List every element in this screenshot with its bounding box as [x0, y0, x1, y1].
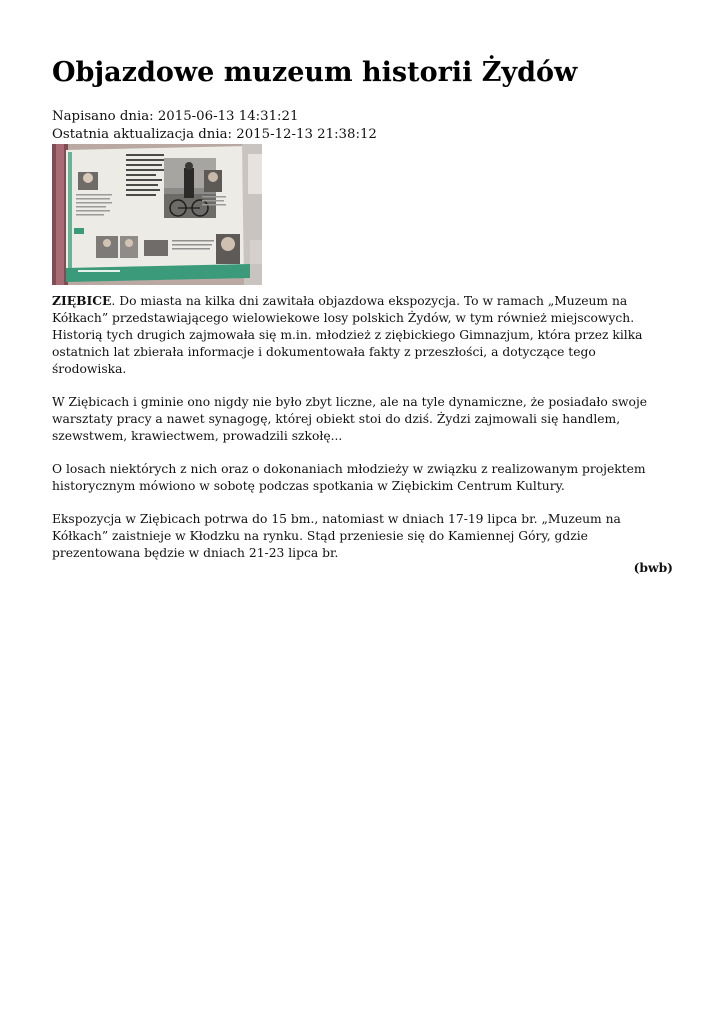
author-signature: (bwb) [633, 560, 673, 575]
updated-date: Ostatnia aktualizacja dnia: 2015-12-13 21:38:12 [52, 127, 377, 142]
paragraph-2: W Ziębicach i gminie ono nigdy nie było zbyt liczne, ale na tyle dynamiczne, że posiadało swoje warsztaty pracy a nawet synagogę, której obiekt stoi do dziś. Żydzi zajmowali się handlem, szewstwem, krawiectwem, prowadzili szkołę... [52, 395, 648, 443]
article-title: Objazdowe muzeum historii Żydów [52, 57, 578, 88]
article-body [52, 292, 673, 578]
paragraph-1-text: . Do miasta na kilka dni zawitała objazdowa ekspozycja. To w ramach „Muzeum na Kółkach” przedstawiającego wielowiekowe losy polskich Żydów, w tym również miejscowych. Historią tych drugich zajmowała się m.in. młodzież z ziębickiego Gimnazjum, która przez kilka ostatnich lat zbierała informacje i dokumentowała fakty z przeszłości, a dotyczące tego środowiska. [52, 294, 643, 376]
published-date: Napisano dnia: 2015-06-13 14:31:21 [52, 109, 299, 124]
article-meta [52, 108, 377, 144]
lead-town: ZIĘBICE [52, 293, 112, 308]
exhibition-photo-illustration [52, 144, 262, 285]
paragraph-1 [52, 292, 673, 378]
paragraph-3: O losach niektórych z nich oraz o dokonaniach młodzieży w związku z realizowanym projektem historycznym mówiono w sobotę podczas spotkania w Ziębickim Centrum Kultury. [52, 462, 646, 493]
article-photo [52, 144, 262, 285]
paragraph-4: Ekspozycja w Ziębicach potrwa do 15 bm., natomiast w dniach 17-19 lipca br. „Muzeum na Kółkach” zaistnieje w Kłodzku na rynku. Stąd przeniesie się do Kamiennej Góry, gdzie prezentowana będzie w dniach 21-23 lipca br. [52, 512, 621, 560]
